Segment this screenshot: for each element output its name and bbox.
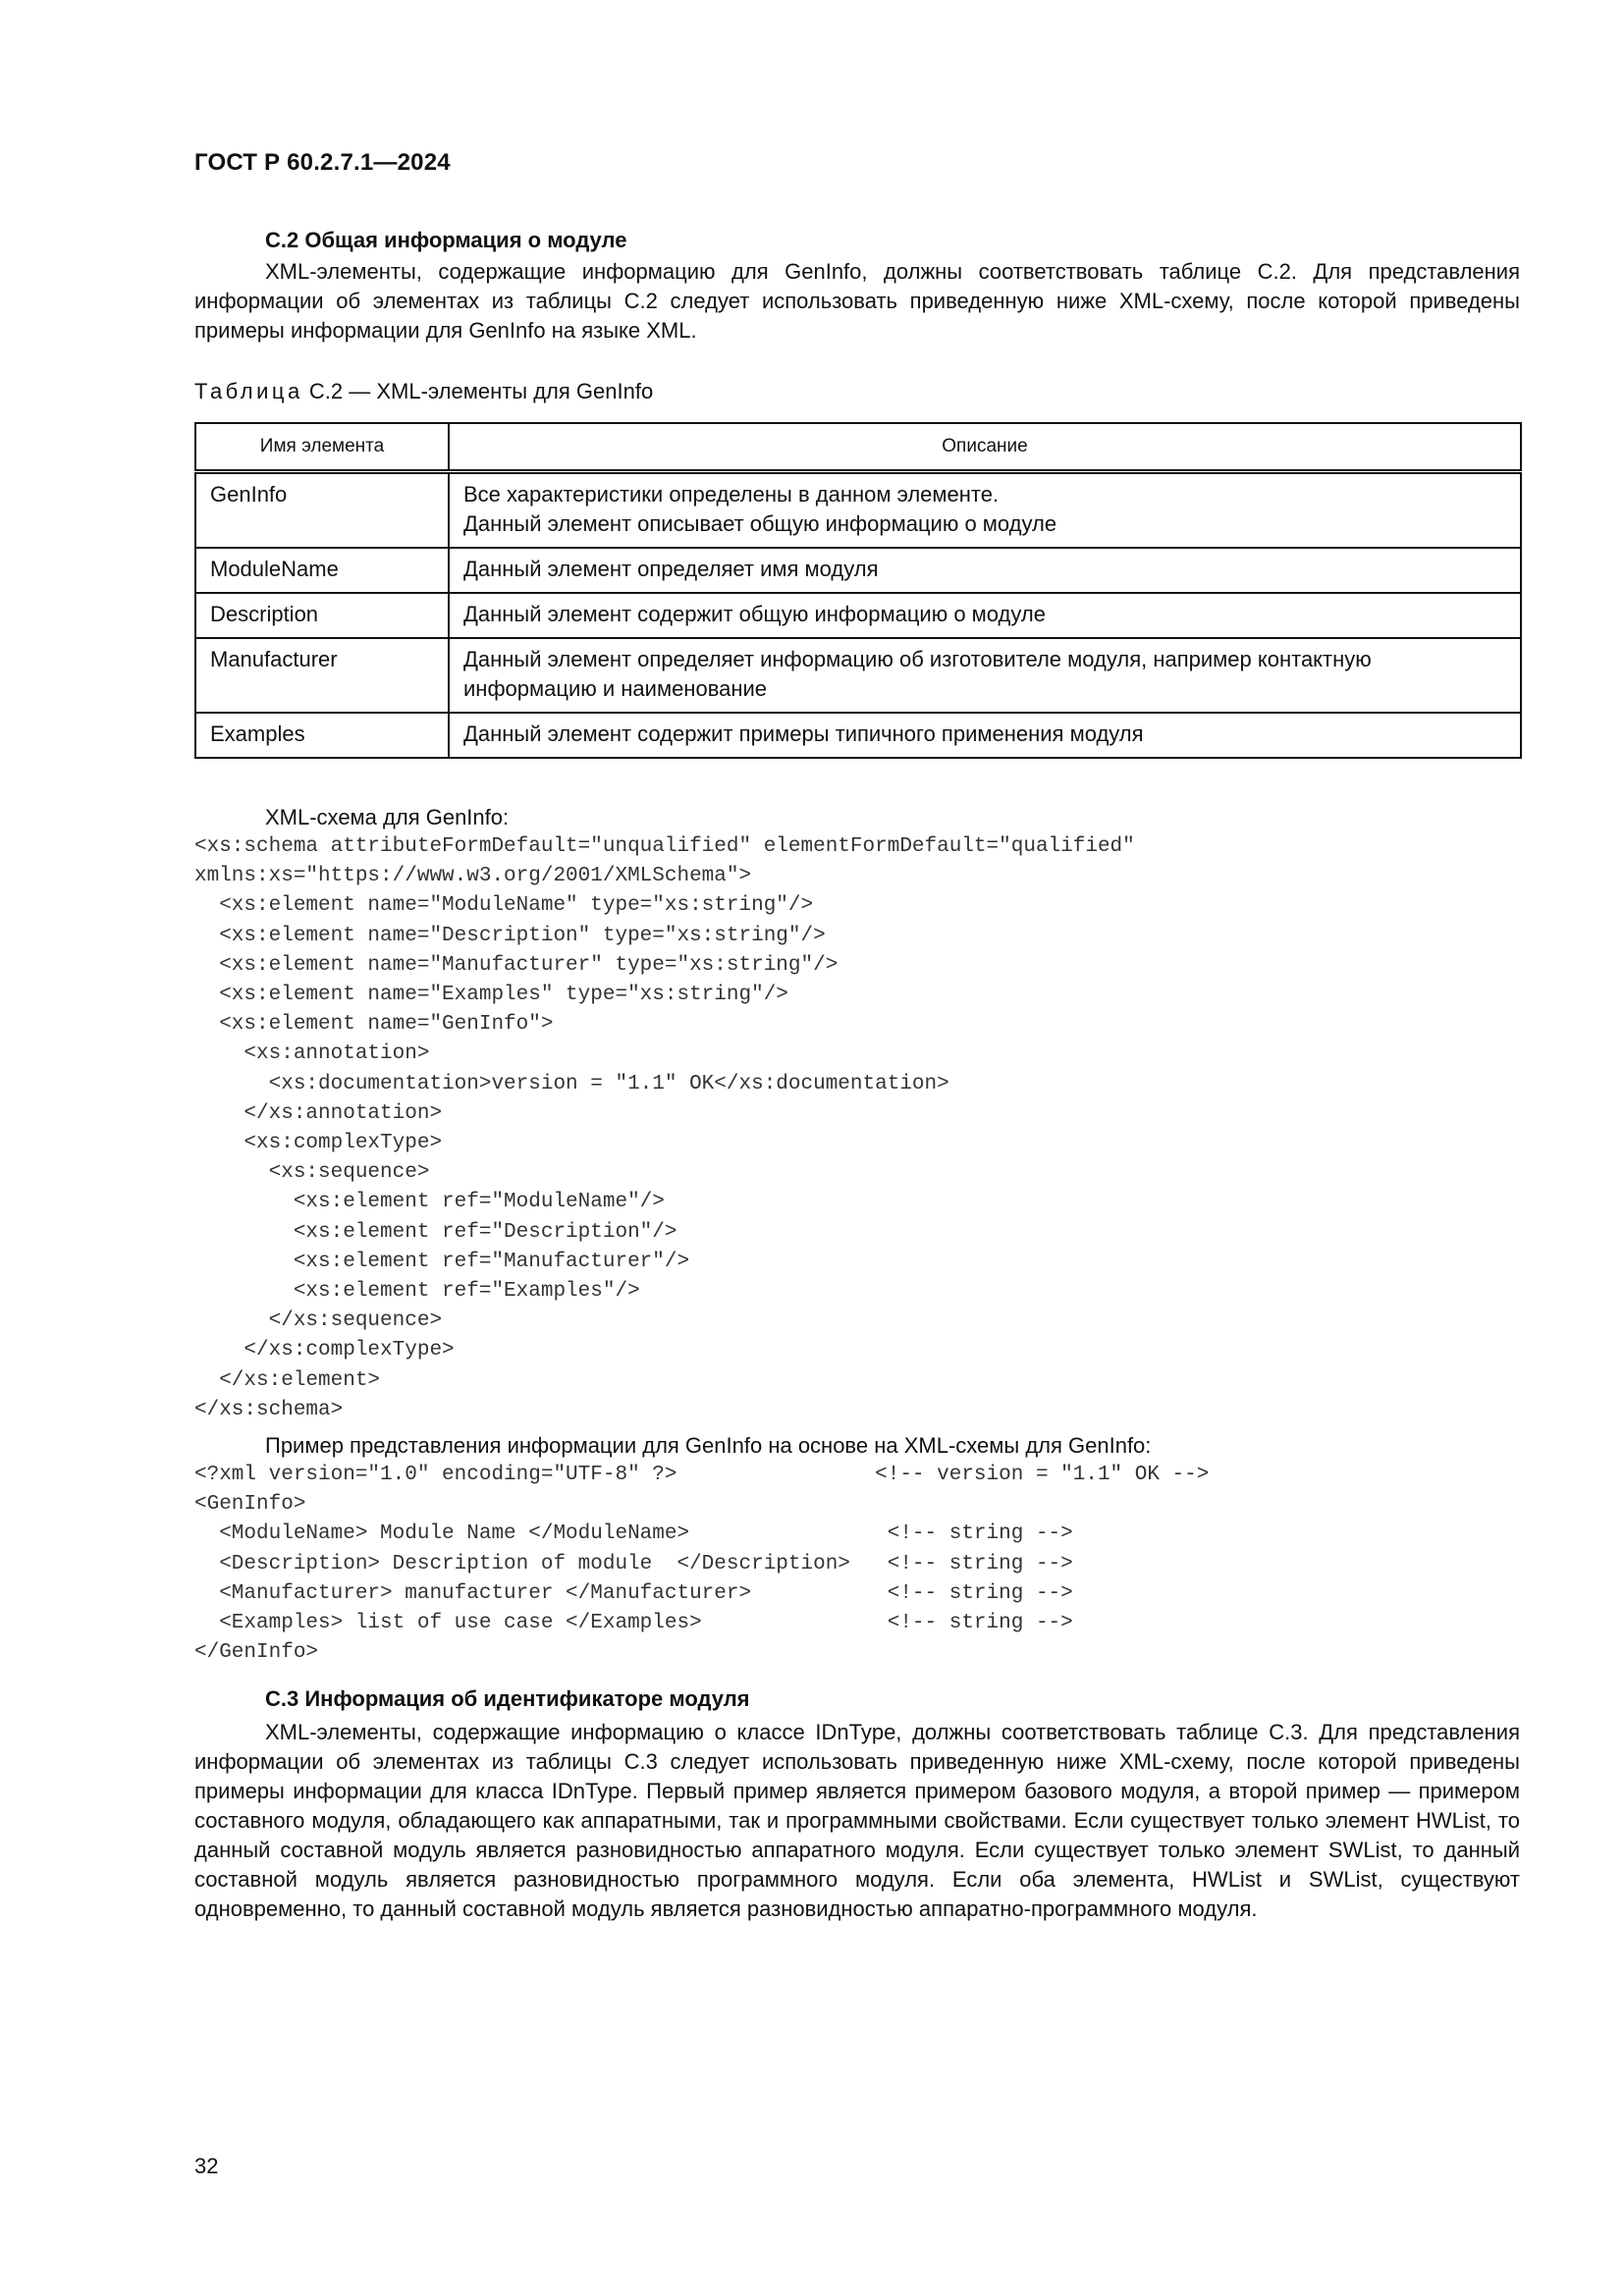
- section-c3-intro: [194, 1718, 1520, 1924]
- header-description: Описание: [449, 423, 1521, 472]
- schema-label: XML-схема для GenInfo:: [265, 805, 510, 829]
- description-cell: [449, 548, 1521, 593]
- description-cell: [449, 713, 1521, 758]
- section-c2-title: C.2 Общая информация о модуле: [265, 228, 627, 252]
- element-name-cell: GenInfo: [195, 472, 449, 549]
- table-caption: [194, 379, 653, 404]
- table-row: [195, 638, 1521, 713]
- element-name-cell: ModuleName: [195, 548, 449, 593]
- description-line: Все характеристики определены в данном элементе.: [463, 482, 1000, 507]
- description-line: Данный элемент описывает общую информацию о модуле: [463, 511, 1057, 536]
- header-element-name: Имя элемента: [195, 423, 449, 472]
- example-label: Пример представления информации для GenInfo на основе на XML-схемы для GenInfo:: [265, 1433, 1152, 1458]
- page-number: 32: [194, 2154, 219, 2178]
- table-row: [195, 472, 1521, 549]
- section-c2-intro: [194, 257, 1520, 346]
- element-name-cell: Manufacturer: [195, 638, 449, 713]
- element-name-cell: Examples: [195, 713, 449, 758]
- table-row: [195, 593, 1521, 638]
- example-code-block: <?xml version="1.0" encoding="UTF-8" ?> <!-- version = "1.1" OK --> <GenInfo> <ModuleName> Module Name </ModuleName> <!-- string --> <Description> Description of module </Description> <!-- string --> <Manufacturer> manufacturer </Manufacturer> <!-- string --> <Examples> list of use case </Examples> <!-- string --> </GenInfo>: [194, 1464, 1210, 1665]
- description-cell: [449, 638, 1521, 713]
- table-row: [195, 548, 1521, 593]
- table-row: [195, 713, 1521, 758]
- description-line: Данный элемент содержит общую информацию о модуле: [463, 602, 1046, 626]
- standard-header: ГОСТ Р 60.2.7.1—2024: [194, 149, 451, 176]
- schema-code-block: <xs:schema attributeFormDefault="unqualified" elementFormDefault="qualified" xmlns:xs="https://www.w3.org/2001/XMLSchema"> <xs:element name="ModuleName" type="xs:string"/> <xs:element name="Description" type="xs:string"/> <xs:element name="Manufacturer" type="xs:string"/> <xs:element name="Examples" type="xs:string"/> <xs:element name="GenInfo"> <xs:annotation> <xs:documentation>version = "1.1" OK</xs:documentation> </xs:annotation> <xs:complexType> <xs:sequence> <xs:element ref="ModuleName"/> <xs:element ref="Description"/> <xs:element ref="Manufacturer"/> <xs:element ref="Examples"/> </xs:sequence> </xs:complexType> </xs:element> </xs:schema>: [194, 835, 1135, 1421]
- description-line: Данный элемент определяет информацию об изготовителе модуля, например контактную информацию и наименование: [463, 647, 1372, 701]
- section-c3-intro-text: XML-элементы, содержащие информацию о классе IDnType, должны соответствовать таблице C.3. Для представления информации об элементах из таблицы C.3 следует использовать приведенную ниже XML-схему, после которой приведены примеры информации для класса IDnType. Первый пример является примером базового модуля, а второй пример — примером составного модуля, обладающего как аппаратными, так и программными свойствами. Если существует только элемент HWList, то данный составной модуль является разновидностью аппаратного модуля. Если существует только элемент SWList, то данный составной модуль является разновидностью программного модуля. Если оба элемента, HWList и SWList, существуют одновременно, то данный составной модуль является разновидностью аппаратно-программного модуля.: [194, 1720, 1520, 1921]
- section-c2-intro-text: XML-элементы, содержащие информацию для GenInfo, должны соответствовать таблице C.2. Для представления информации об элементах из таблицы C.2 следует использовать приведенную ниже XML-схему, после которой приведены примеры информации для GenInfo на языке XML.: [194, 259, 1520, 343]
- table-caption-rest: C.2 — XML-элементы для GenInfo: [302, 379, 654, 403]
- description-cell: [449, 472, 1521, 549]
- description-cell: [449, 593, 1521, 638]
- description-line: Данный элемент содержит примеры типичного применения модуля: [463, 721, 1144, 746]
- section-c3-title: C.3 Информация об идентификаторе модуля: [265, 1686, 750, 1711]
- table-header-row: [195, 423, 1521, 472]
- table-caption-word: Таблица: [194, 379, 303, 403]
- elements-table: [194, 422, 1522, 759]
- element-name-cell: Description: [195, 593, 449, 638]
- description-line: Данный элемент определяет имя модуля: [463, 557, 879, 581]
